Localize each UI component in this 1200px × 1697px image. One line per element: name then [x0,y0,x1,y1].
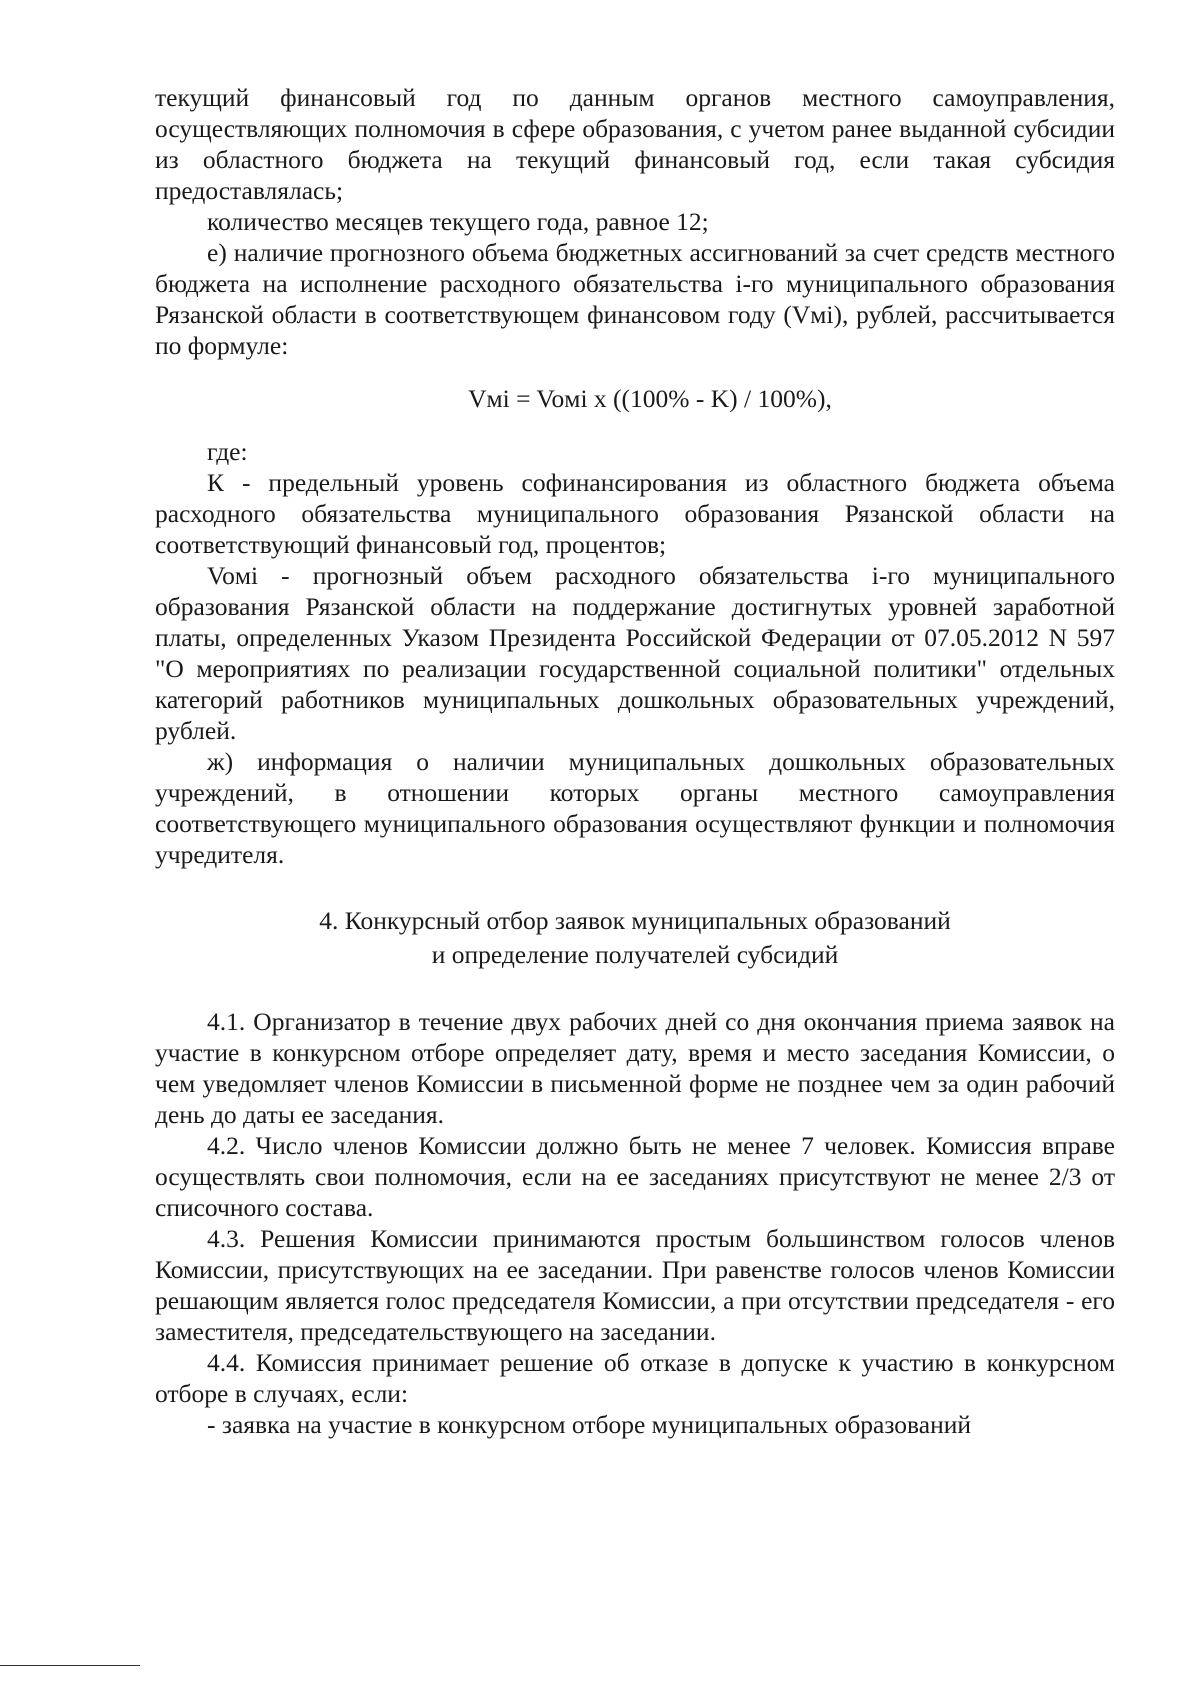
document-body [155,82,1115,1440]
paragraph-definition-vomi: Voмi - прогнозный объем расходного обязательства i-го муниципального образования Рязанской области на поддержание достигнутых уровней заработной платы, определенных Указом Президента Российской Федерации от 07.05.2012 N 597 "О мероприятиях по реализации государственной социальной политики" отдельных категорий работников муниципальных дошкольных образовательных учреждений, рублей. [155,561,1115,745]
paragraph-item-e: е) наличие прогнозного объема бюджетных ассигнований за счет средств местного бюджета на исполнение расходного обязательства i-го муниципального образования Рязанской области в соответствующем финансовом году (Vмi), рублей, рассчитывается по формуле: [155,238,1115,360]
section-title [155,904,1115,972]
paragraph-months-count: количество месяцев текущего года, равное 12; [207,207,709,236]
paragraph-4-2: 4.2. Число членов Комиссии должно быть не менее 7 человек. Комиссия вправе осуществлять свои полномочия, если на ее заседаниях присутствуют не менее 2/3 от списочного состава. [155,1131,1115,1222]
paragraph-continuation: текущий финансовый год по данным органов местного самоуправления, осуществляющих полномочия в сфере образования, с учетом ранее выданной субсидии из областного бюджета на текущий финансовый год, если такая субсидия предоставлялась; [155,83,1115,205]
paragraph-4-4-item: - заявка на участие в конкурсном отборе муниципальных образований [207,1410,972,1439]
paragraph-4-4: 4.4. Комиссия принимает решение об отказе в допуске к участию в конкурсном отборе в случаях, если: [155,1348,1115,1408]
section-title-line-1: 4. Конкурсный отбор заявок муниципальных образований [319,906,951,935]
paragraph-4-1: 4.1. Организатор в течение двух рабочих дней со дня окончания приема заявок на участие в конкурсном отборе определяет дату, время и место заседания Комиссии, о чем уведомляет членов Комиссии в письменной форме не позднее чем за один рабочий день до даты ее заседания. [155,1007,1115,1129]
where-label: где: [207,437,248,466]
paragraph-definition-k: К - предельный уровень софинансирования из областного бюджета объема расходного обязательства муниципального образования Рязанской области на соответствующий финансовый год, процентов; [155,468,1115,559]
section-title-line-2: и определение получателей субсидий [431,940,839,969]
footnote-separator [0,1665,140,1666]
paragraph-item-zh: ж) информация о наличии муниципальных дошкольных образовательных учреждений, в отношении которых органы местного самоуправления соответствующего муниципального образования осуществляют функции и полномочия учредителя. [155,747,1115,869]
paragraph-4-3: 4.3. Решения Комиссии принимаются простым большинством голосов членов Комиссии, присутствующих на ее заседании. При равенстве голосов членов Комиссии решающим является голос председателя Комиссии, а при отсутствии председателя - его заместителя, председательствующего на заседании. [155,1224,1115,1346]
formula: Vмi = Voмi x ((100% - K) / 100%), [468,384,832,413]
